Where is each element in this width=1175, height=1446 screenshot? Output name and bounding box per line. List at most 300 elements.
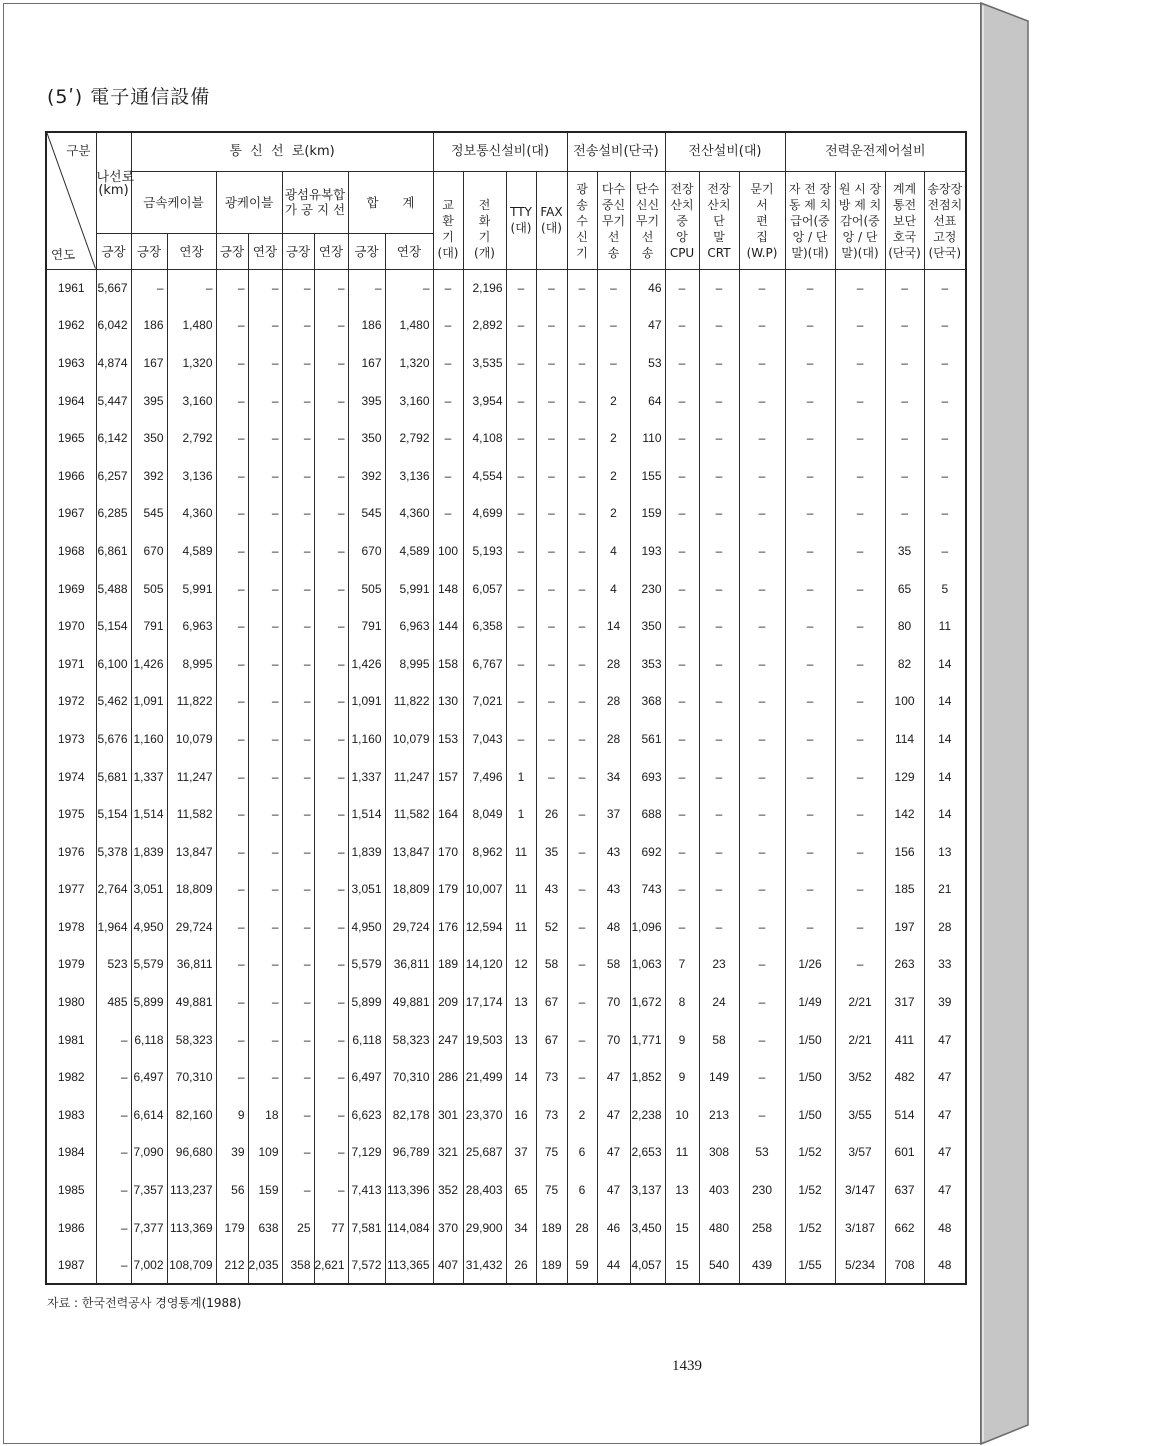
year-cell: 1970: [46, 607, 96, 645]
table-cell: –: [739, 495, 785, 533]
table-cell: 6,142: [96, 419, 131, 457]
header-group-transmission: 전송설비(단국): [567, 132, 665, 171]
table-cell: 5,667: [96, 269, 131, 307]
table-cell: 350: [348, 419, 385, 457]
table-cell: 149: [699, 1058, 739, 1096]
table-cell: 5,579: [348, 946, 385, 984]
table-cell: –: [835, 607, 885, 645]
table-row: [46, 871, 966, 909]
table-cell: –: [835, 532, 885, 570]
table-cell: 3/147: [835, 1171, 885, 1209]
table-cell: 70,310: [385, 1058, 433, 1096]
table-cell: 53: [739, 1134, 785, 1172]
table-cell: –: [567, 1058, 597, 1096]
table-cell: –: [835, 457, 885, 495]
year-cell: 1979: [46, 946, 96, 984]
table-cell: 1,337: [131, 758, 167, 796]
year-cell: 1966: [46, 457, 96, 495]
table-cell: –: [216, 795, 248, 833]
table-cell: 64: [630, 382, 665, 420]
table-cell: 1,480: [385, 307, 433, 345]
table-corner-cell: [46, 132, 96, 269]
table-cell: –: [835, 795, 885, 833]
table-cell: –: [567, 419, 597, 457]
table-cell: –: [216, 307, 248, 345]
table-cell: 34: [597, 758, 630, 796]
table-cell: –: [785, 269, 835, 307]
table-cell: –: [665, 607, 699, 645]
table-cell: 11: [665, 1134, 699, 1172]
table-cell: 7,581: [348, 1209, 385, 1247]
table-cell: 5,154: [96, 795, 131, 833]
table-cell: –: [739, 871, 785, 909]
table-cell: –: [739, 908, 785, 946]
table-cell: 6,358: [463, 607, 506, 645]
table-cell: 159: [630, 495, 665, 533]
table-cell: –: [665, 645, 699, 683]
table-cell: 1/50: [785, 1058, 835, 1096]
table-cell: 3/57: [835, 1134, 885, 1172]
table-cell: 3,160: [167, 382, 216, 420]
table-cell: 26: [506, 1246, 536, 1284]
table-cell: 13,847: [385, 833, 433, 871]
year-cell: 1967: [46, 495, 96, 533]
table-cell: –: [665, 908, 699, 946]
table-cell: 43: [536, 871, 567, 909]
table-cell: –: [248, 833, 282, 871]
table-cell: –: [506, 457, 536, 495]
table-cell: 144: [433, 607, 463, 645]
header-optical-cable: 광케이블: [216, 171, 282, 233]
table-cell: 368: [630, 683, 665, 721]
table-cell: 7,413: [348, 1171, 385, 1209]
table-cell: –: [785, 532, 835, 570]
table-cell: 43: [597, 833, 630, 871]
table-cell: –: [567, 495, 597, 533]
table-cell: 258: [739, 1209, 785, 1247]
table-body: [46, 269, 966, 1284]
table-cell: –: [433, 269, 463, 307]
table-cell: 28: [597, 645, 630, 683]
table-cell: –: [248, 419, 282, 457]
table-cell: 321: [433, 1134, 463, 1172]
table-cell: –: [665, 307, 699, 345]
table-cell: 9: [665, 1058, 699, 1096]
year-cell: 1964: [46, 382, 96, 420]
table-cell: –: [216, 908, 248, 946]
table-cell: 28: [924, 908, 966, 946]
table-cell: –: [835, 269, 885, 307]
header-crt: 전장 산치 단 말 CRT: [699, 171, 739, 269]
table-cell: 403: [699, 1171, 739, 1209]
table-cell: 10,007: [463, 871, 506, 909]
table-cell: 14: [924, 720, 966, 758]
table-cell: –: [314, 344, 348, 382]
table-cell: –: [665, 795, 699, 833]
table-cell: 4,699: [463, 495, 506, 533]
table-cell: –: [665, 758, 699, 796]
table-cell: 82: [885, 645, 924, 683]
table-row: [46, 833, 966, 871]
table-cell: –: [739, 607, 785, 645]
table-cell: –: [699, 645, 739, 683]
table-cell: 1/52: [785, 1134, 835, 1172]
table-cell: –: [248, 1021, 282, 1059]
table-cell: –: [216, 457, 248, 495]
table-cell: 11,822: [385, 683, 433, 721]
table-cell: –: [567, 532, 597, 570]
year-cell: 1965: [46, 419, 96, 457]
table-cell: –: [216, 570, 248, 608]
table-cell: 5,991: [167, 570, 216, 608]
table-cell: 10,079: [385, 720, 433, 758]
table-cell: –: [785, 495, 835, 533]
table-cell: 6,100: [96, 645, 131, 683]
table-cell: –: [248, 607, 282, 645]
table-cell: –: [665, 495, 699, 533]
table-cell: 14: [597, 607, 630, 645]
table-cell: 49,881: [167, 983, 216, 1021]
table-row: [46, 1209, 966, 1247]
table-cell: 142: [885, 795, 924, 833]
table-cell: 29,724: [167, 908, 216, 946]
year-cell: 1961: [46, 269, 96, 307]
table-cell: –: [216, 419, 248, 457]
table-cell: 164: [433, 795, 463, 833]
table-cell: –: [835, 382, 885, 420]
table-cell: 4: [597, 532, 630, 570]
table-cell: –: [739, 382, 785, 420]
table-cell: 31,432: [463, 1246, 506, 1284]
table-cell: –: [785, 908, 835, 946]
table-cell: –: [536, 720, 567, 758]
table-cell: –: [699, 457, 739, 495]
table-cell: –: [739, 1021, 785, 1059]
table-cell: –: [699, 758, 739, 796]
table-cell: –: [314, 833, 348, 871]
table-cell: –: [248, 382, 282, 420]
table-cell: 5,447: [96, 382, 131, 420]
table-cell: 514: [885, 1096, 924, 1134]
table-cell: 8,049: [463, 795, 506, 833]
table-cell: –: [739, 983, 785, 1021]
table-cell: 11,582: [385, 795, 433, 833]
table-cell: –: [699, 382, 739, 420]
table-cell: 4,589: [167, 532, 216, 570]
table-cell: –: [739, 269, 785, 307]
table-cell: –: [665, 269, 699, 307]
table-cell: –: [216, 683, 248, 721]
year-cell: 1981: [46, 1021, 96, 1059]
table-cell: 3/52: [835, 1058, 885, 1096]
table-cell: 350: [630, 607, 665, 645]
table-cell: –: [536, 570, 567, 608]
table-cell: 7,357: [131, 1171, 167, 1209]
table-cell: 13: [506, 983, 536, 1021]
table-cell: 73: [536, 1096, 567, 1134]
table-cell: –: [567, 269, 597, 307]
table-cell: –: [314, 795, 348, 833]
table-cell: 10: [665, 1096, 699, 1134]
table-cell: 392: [131, 457, 167, 495]
table-cell: –: [248, 269, 282, 307]
year-cell: 1962: [46, 307, 96, 345]
table-cell: 47: [924, 1134, 966, 1172]
year-cell: 1963: [46, 344, 96, 382]
table-cell: 263: [885, 946, 924, 984]
table-cell: –: [282, 946, 314, 984]
table-cell: 186: [348, 307, 385, 345]
table-cell: 9: [665, 1021, 699, 1059]
table-cell: 23: [699, 946, 739, 984]
table-cell: 688: [630, 795, 665, 833]
table-cell: –: [506, 683, 536, 721]
table-cell: –: [785, 720, 835, 758]
table-cell: –: [282, 720, 314, 758]
table-cell: 7,129: [348, 1134, 385, 1172]
table-cell: –: [506, 570, 536, 608]
table-cell: –: [282, 382, 314, 420]
table-cell: 411: [885, 1021, 924, 1059]
table-row: [46, 607, 966, 645]
table-cell: –: [282, 1171, 314, 1209]
table-cell: –: [248, 532, 282, 570]
table-cell: –: [248, 683, 282, 721]
table-cell: 3/187: [835, 1209, 885, 1247]
header-metal-cable: 금속케이블: [131, 171, 216, 233]
table-cell: –: [248, 983, 282, 1021]
table-cell: 47: [597, 1058, 630, 1096]
table-cell: 2,792: [167, 419, 216, 457]
table-cell: 155: [630, 457, 665, 495]
table-cell: –: [567, 382, 597, 420]
table-cell: 439: [739, 1246, 785, 1284]
table-cell: 6,963: [167, 607, 216, 645]
table-cell: –: [248, 645, 282, 683]
table-cell: 5,899: [131, 983, 167, 1021]
table-cell: –: [282, 983, 314, 1021]
table-cell: 28: [597, 720, 630, 758]
table-cell: 114: [885, 720, 924, 758]
table-cell: 209: [433, 983, 463, 1021]
table-cell: 3,136: [385, 457, 433, 495]
table-cell: –: [216, 532, 248, 570]
table-cell: –: [699, 269, 739, 307]
header-telephone: 전 화 기 (개): [463, 171, 506, 269]
table-cell: 1,426: [131, 645, 167, 683]
table-cell: –: [699, 720, 739, 758]
table-row: [46, 344, 966, 382]
table-cell: –: [506, 419, 536, 457]
year-cell: 1983: [46, 1096, 96, 1134]
table-row: [46, 908, 966, 946]
table-cell: –: [699, 683, 739, 721]
table-cell: –: [835, 720, 885, 758]
table-cell: –: [785, 307, 835, 345]
table-cell: 561: [630, 720, 665, 758]
table-cell: –: [739, 1096, 785, 1134]
table-cell: 156: [885, 833, 924, 871]
table-cell: –: [282, 457, 314, 495]
table-cell: –: [248, 1058, 282, 1096]
table-cell: –: [567, 908, 597, 946]
table-cell: –: [314, 1021, 348, 1059]
table-cell: 11,247: [167, 758, 216, 796]
table-cell: –: [924, 382, 966, 420]
table-cell: –: [665, 382, 699, 420]
table-cell: –: [699, 570, 739, 608]
table-cell: 44: [597, 1246, 630, 1284]
table-row: [46, 457, 966, 495]
table-cell: 6,767: [463, 645, 506, 683]
table-cell: –: [835, 758, 885, 796]
table-cell: –: [885, 419, 924, 457]
table-cell: –: [699, 871, 739, 909]
table-cell: 8,995: [167, 645, 216, 683]
table-cell: 75: [536, 1134, 567, 1172]
table-cell: 637: [885, 1171, 924, 1209]
table-cell: –: [567, 570, 597, 608]
table-cell: 392: [348, 457, 385, 495]
table-cell: –: [536, 457, 567, 495]
table-row: [46, 269, 966, 307]
year-cell: 1984: [46, 1134, 96, 1172]
table-cell: –: [739, 419, 785, 457]
table-row: [46, 570, 966, 608]
table-cell: 2,764: [96, 871, 131, 909]
table-cell: 153: [433, 720, 463, 758]
header-measure-line-length: 연장: [385, 233, 433, 269]
table-cell: 33: [924, 946, 966, 984]
table-cell: 36,811: [385, 946, 433, 984]
table-cell: 5,488: [96, 570, 131, 608]
table-cell: –: [567, 683, 597, 721]
table-cell: –: [665, 344, 699, 382]
table-cell: 58: [536, 946, 567, 984]
table-cell: –: [248, 344, 282, 382]
table-cell: –: [739, 307, 785, 345]
table-cell: 5,462: [96, 683, 131, 721]
table-cell: 77: [314, 1209, 348, 1247]
table-cell: –: [699, 795, 739, 833]
table-cell: 2,653: [630, 1134, 665, 1172]
table-cell: –: [282, 908, 314, 946]
table-cell: 159: [248, 1171, 282, 1209]
table-cell: 1,771: [630, 1021, 665, 1059]
table-cell: 167: [348, 344, 385, 382]
table-cell: 5,991: [385, 570, 433, 608]
table-cell: 15: [665, 1246, 699, 1284]
table-cell: –: [314, 908, 348, 946]
table-cell: –: [314, 720, 348, 758]
table-cell: –: [216, 1021, 248, 1059]
table-cell: –: [785, 607, 835, 645]
table-cell: –: [216, 758, 248, 796]
table-cell: –: [739, 457, 785, 495]
table-cell: –: [314, 1058, 348, 1096]
table-cell: –: [216, 382, 248, 420]
table-cell: 1,160: [348, 720, 385, 758]
table-cell: 670: [131, 532, 167, 570]
table-cell: 540: [699, 1246, 739, 1284]
table-row: [46, 946, 966, 984]
table-cell: –: [314, 607, 348, 645]
table-header: [46, 132, 966, 269]
table-cell: –: [216, 983, 248, 1021]
table-cell: –: [665, 419, 699, 457]
table-row: [46, 1096, 966, 1134]
table-cell: 11,582: [167, 795, 216, 833]
table-cell: 148: [433, 570, 463, 608]
table-cell: 29,900: [463, 1209, 506, 1247]
table-cell: 6,963: [385, 607, 433, 645]
table-cell: 176: [433, 908, 463, 946]
table-cell: 113,369: [167, 1209, 216, 1247]
table-cell: –: [924, 344, 966, 382]
table-row: [46, 1246, 966, 1284]
table-cell: –: [785, 871, 835, 909]
table-cell: 1/49: [785, 983, 835, 1021]
year-cell: 1971: [46, 645, 96, 683]
table-cell: 1,160: [131, 720, 167, 758]
table-cell: 2,238: [630, 1096, 665, 1134]
table-cell: 2/21: [835, 1021, 885, 1059]
table-cell: –: [699, 833, 739, 871]
table-cell: 791: [131, 607, 167, 645]
header-bare-line: 나선로 (km): [96, 132, 131, 233]
table-cell: 1,337: [348, 758, 385, 796]
year-cell: 1985: [46, 1171, 96, 1209]
table-cell: 11: [506, 871, 536, 909]
header-tty: TTY (대): [506, 171, 536, 269]
table-cell: –: [433, 457, 463, 495]
table-cell: 301: [433, 1096, 463, 1134]
table-cell: –: [314, 1171, 348, 1209]
table-cell: 19,503: [463, 1021, 506, 1059]
table-cell: –: [433, 307, 463, 345]
table-cell: –: [699, 532, 739, 570]
table-cell: –: [567, 758, 597, 796]
table-cell: 2,035: [248, 1246, 282, 1284]
table-cell: –: [282, 833, 314, 871]
header-substation-automation: 자 전 장 동 제 치 급어(중 앙 / 단 말)(대): [785, 171, 835, 269]
header-group-info-comm: 정보통신설비(대): [433, 132, 567, 171]
table-cell: –: [248, 570, 282, 608]
table-cell: 11: [506, 833, 536, 871]
table-cell: 158: [433, 645, 463, 683]
table-cell: –: [506, 645, 536, 683]
table-cell: –: [248, 457, 282, 495]
table-row: [46, 645, 966, 683]
table-cell: –: [835, 871, 885, 909]
table-cell: –: [785, 457, 835, 495]
table-cell: 43: [597, 871, 630, 909]
table-cell: 52: [536, 908, 567, 946]
table-cell: 18,809: [385, 871, 433, 909]
table-cell: –: [314, 307, 348, 345]
table-cell: –: [739, 833, 785, 871]
header-remote-supervision: 원 시 장 방 제 치 감어(중 앙 / 단 말)(대): [835, 171, 885, 269]
table-cell: 1,091: [131, 683, 167, 721]
table-cell: –: [597, 307, 630, 345]
table-cell: 1/26: [785, 946, 835, 984]
table-cell: 14: [924, 795, 966, 833]
table-cell: –: [536, 645, 567, 683]
table-cell: 5,378: [96, 833, 131, 871]
table-cell: –: [216, 946, 248, 984]
table-cell: 37: [506, 1134, 536, 1172]
table-cell: 48: [924, 1246, 966, 1284]
